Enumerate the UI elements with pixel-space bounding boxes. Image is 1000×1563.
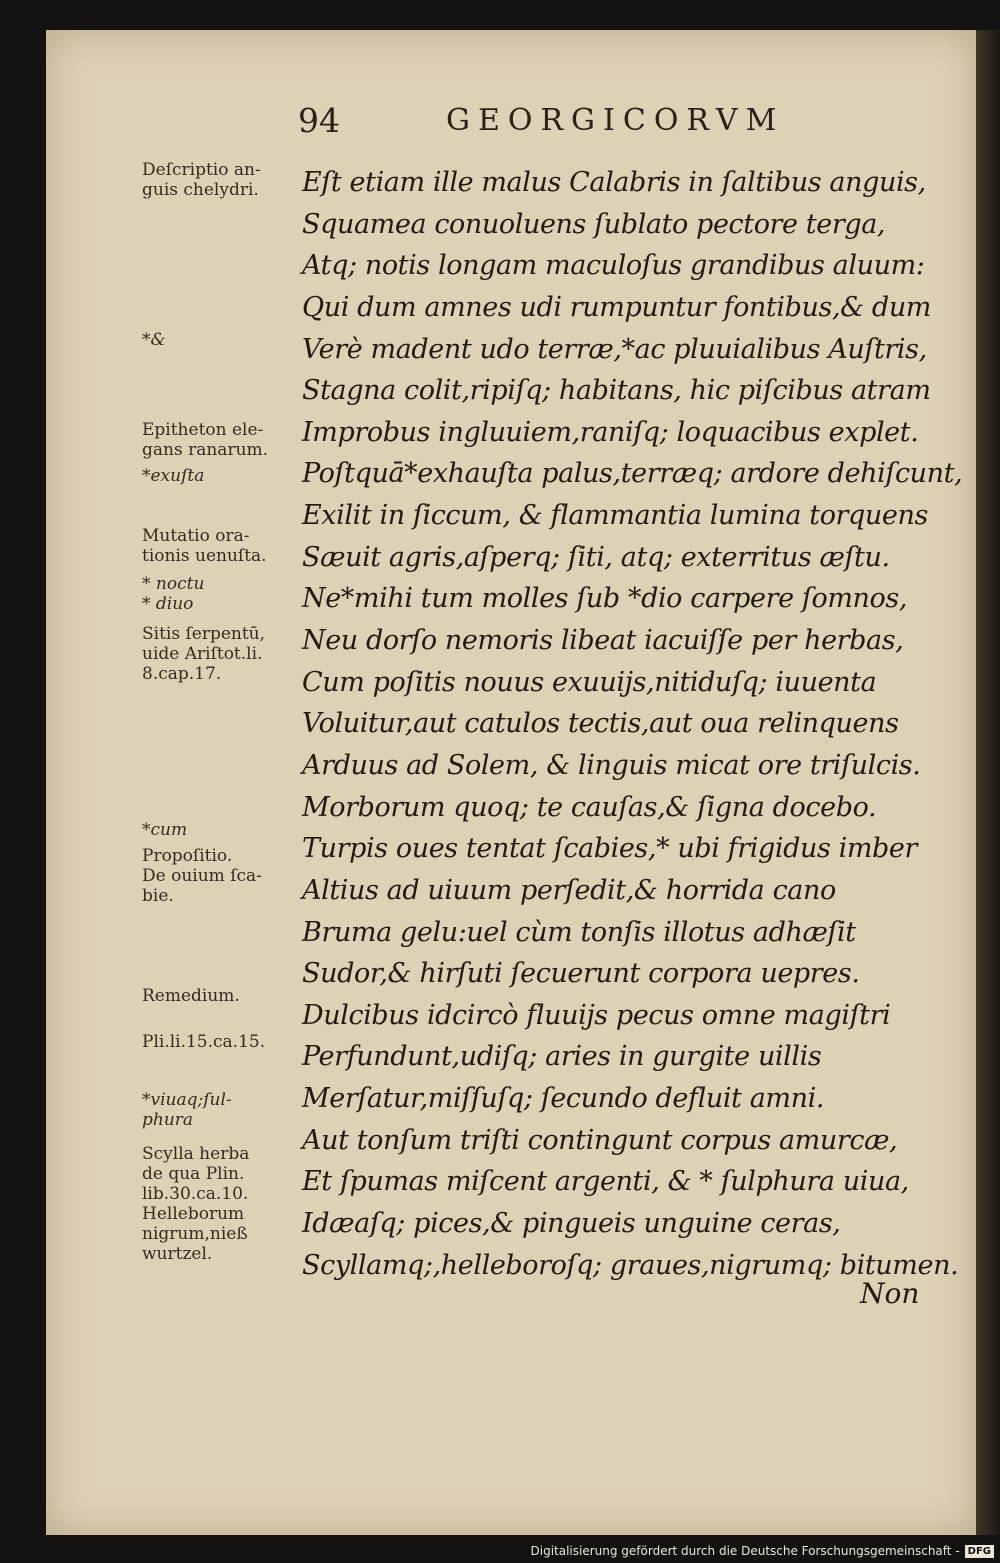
margin-note-sitis <box>142 624 300 684</box>
margin-note-variant <box>142 466 300 486</box>
margin-note-line: guis chelydri. <box>142 180 259 200</box>
verse-line: Atq; notis longam maculoſus grandibus aluum: <box>302 250 925 282</box>
verse-line: Stagna colit,ripiſq; habitans, hic piſcibus atram <box>302 375 931 407</box>
verse-line: Improbus ingluuiem,raniſq; loquacibus explet. <box>302 416 919 448</box>
margin-note-line: gans ranarum. <box>142 440 269 460</box>
margin-note-line: Deſcriptio an- <box>142 160 261 180</box>
margin-note-variant <box>142 1090 300 1130</box>
margin-note-line: Sitis ſerpentū, <box>142 624 266 644</box>
verse-line: Bruma gelu:uel cùm tonſis illotus adhæſit <box>302 916 856 948</box>
book-spine-edge <box>976 30 1000 1535</box>
margin-note-line: Epitheton ele- <box>142 420 264 440</box>
verse-line: Sæuit agris,aſperq; ſiti, atq; exterritus æſtu. <box>302 541 890 573</box>
margin-note-remedium <box>142 986 300 1006</box>
verse-line: Altius ad uiuum perſedit,& horrida cano <box>302 874 836 906</box>
verse-line: Ne*mihi tum molles ſub *dio carpere ſomnos, <box>302 583 908 615</box>
verse-line: Et ſpumas miſcent argenti, & * ſulphura uiua, <box>302 1166 909 1198</box>
margin-note-description <box>142 160 300 200</box>
digitization-footer <box>0 1540 994 1563</box>
verse-line: Dulcibus idcircò fluuijs pecus omne magiſtri <box>302 999 891 1031</box>
verse-line: Poſtquā*exhauſta palus,terræq; ardore dehiſcunt, <box>302 458 963 490</box>
margin-note-line: 8.cap.17. <box>142 664 222 684</box>
margin-note-variant <box>142 820 300 840</box>
margin-note-line: lib.30.ca.10. <box>142 1184 249 1204</box>
verse-line: Merſatur,miſſuſq; ſecundo defluit amni. <box>302 1083 825 1115</box>
margin-note-mutatio <box>142 526 300 566</box>
margin-note-line: *exuſta <box>142 466 205 486</box>
verse-line: Idæaſq; pices,& pingueis unguine ceras, <box>302 1208 841 1240</box>
margin-note-line: Helleborum <box>142 1204 245 1224</box>
margin-note-line: De ouium ſca- <box>142 866 262 886</box>
margin-note-propositio <box>142 846 300 906</box>
footer-credit-text: Digitalisierung gefördert durch die Deutsche Forschungsgemeinschaft - <box>530 1544 960 1558</box>
margin-note-line: phura <box>142 1110 194 1130</box>
verse-line: Arduus ad Solem, & linguis micat ore triſulcis. <box>302 749 921 781</box>
margin-note-line: *& <box>142 330 166 350</box>
verse-line: Aut tonſum triſti contingunt corpus amurcæ, <box>302 1124 898 1156</box>
page-header <box>296 96 856 146</box>
margin-note-line: uide Ariſtot.li. <box>142 644 263 664</box>
verse-line: Scyllamq;,helleboroſq; graues,nigrumq; bitumen. <box>302 1249 959 1281</box>
margin-note-line: Propoſitio. <box>142 846 233 866</box>
margin-note-line: * noctu <box>142 574 205 594</box>
margin-note-line: *viuaq;ſul- <box>142 1090 232 1110</box>
verse-line: Perfundunt,udiſq; aries in gurgite uillis <box>302 1041 822 1073</box>
verse-line: Neu dorſo nemoris libeat iacuiſſe per herbas, <box>302 625 904 657</box>
running-head: GEORGICORVM <box>446 103 785 138</box>
margin-note-epitheton <box>142 420 300 460</box>
margin-note-line: Mutatio ora- <box>142 526 250 546</box>
verse-line: Exilit in ſiccum, & flammantia lumina torquens <box>302 500 928 532</box>
dfg-logo: DFG <box>965 1545 994 1558</box>
margin-note-line: nigrum,nieß <box>142 1224 248 1244</box>
margin-note-variant <box>142 330 300 350</box>
verse-line: Voluitur,aut catulos tectis,aut oua relinquens <box>302 708 899 740</box>
verse-line: Squamea conuoluens ſublato pectore terga, <box>302 208 886 240</box>
margin-note-line: bie. <box>142 886 174 906</box>
page-number: 94 <box>298 101 340 140</box>
margin-note-line: * diuo <box>142 594 194 614</box>
margin-note-line: wurtzel. <box>142 1244 213 1264</box>
verse-line: Cum poſitis nouus exuuijs,nitiduſq; iuuenta <box>302 666 877 698</box>
margin-note-pliny-reference <box>142 1032 300 1052</box>
margin-note-line: Pli.li.15.ca.15. <box>142 1032 266 1052</box>
margin-note-variant <box>142 574 300 614</box>
verse-line: Verè madent udo terræ,*ac pluuialibus Auſtris, <box>302 333 927 365</box>
margin-note-line: de qua Plin. <box>142 1164 245 1184</box>
margin-note-line: tionis uenuſta. <box>142 546 267 566</box>
verse-text <box>302 162 972 1286</box>
catchword: Non <box>860 1277 920 1310</box>
verse-line: Qui dum amnes udi rumpuntur fontibus,& dum <box>302 291 932 323</box>
margin-note-line: Remedium. <box>142 986 240 1006</box>
margin-note-line: Scylla herba <box>142 1144 250 1164</box>
verse-line: Sudor,& hirſuti ſecuerunt corpora uepres. <box>302 958 860 990</box>
verse-line: Turpis oues tentat ſcabies,* ubi frigidus imber <box>302 833 918 865</box>
margin-note-scylla <box>142 1144 300 1264</box>
verse-line: Eſt etiam ille malus Calabris in ſaltibus anguis, <box>302 167 926 198</box>
margin-note-line: *cum <box>142 820 188 840</box>
verse-line: Morborum quoq; te cauſas,& ſigna docebo. <box>302 791 877 823</box>
